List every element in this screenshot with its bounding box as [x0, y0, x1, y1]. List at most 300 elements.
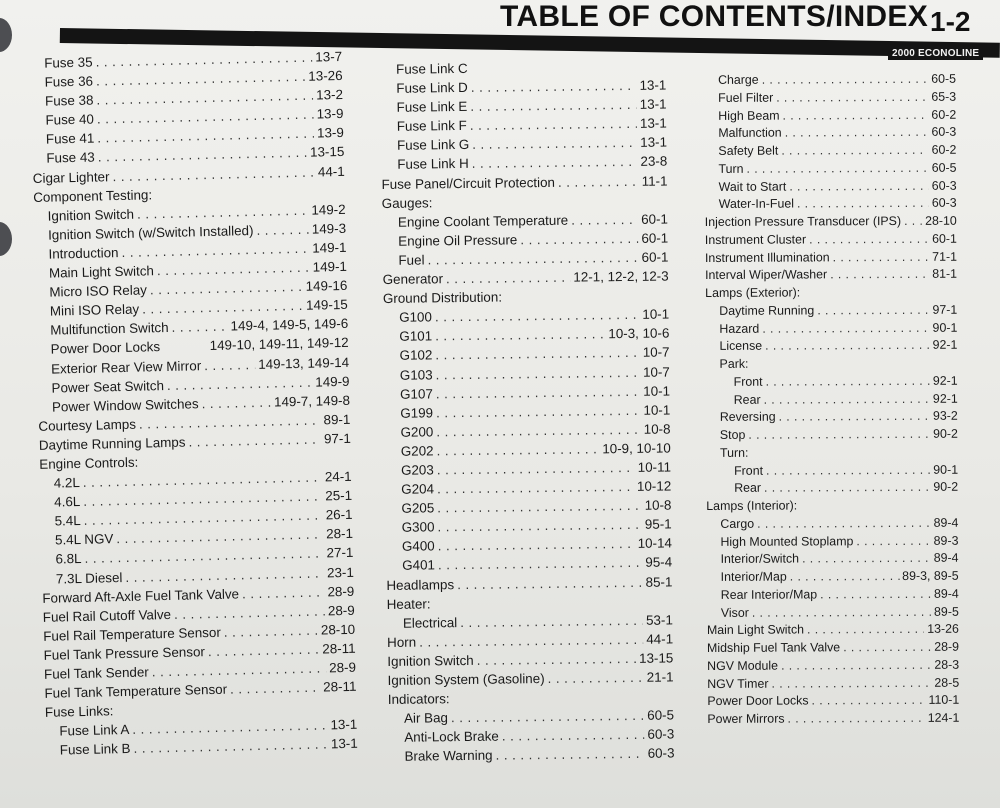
- index-entry-label: Hazard: [719, 321, 760, 336]
- dot-leader: [782, 106, 928, 125]
- index-entry-page: 13-26: [308, 68, 343, 84]
- index-entry-label: Fuse Panel/Circuit Protection: [381, 174, 556, 192]
- index-entry-page: 60-3: [931, 124, 957, 140]
- index-entry-page: 60-3: [931, 178, 957, 193]
- index-entry-label: G103: [399, 366, 433, 383]
- dot-leader: [495, 744, 644, 765]
- index-entry-page: 28-11: [322, 640, 356, 657]
- dot-leader: [764, 479, 930, 498]
- index-entry-label: Multifunction Switch: [50, 320, 169, 338]
- index-entry-label: 4.2L: [53, 475, 80, 491]
- index-entry-label: Fuel Tank Temperature Sensor: [44, 681, 228, 701]
- dot-leader: [790, 568, 899, 586]
- index-entry: [707, 710, 959, 729]
- index-entry-label: Fuse Link A: [59, 722, 130, 739]
- dot-leader: [437, 477, 634, 498]
- dot-leader: [171, 317, 227, 337]
- index-entry-label: Fuel: [398, 252, 425, 268]
- index-entry-label: NGV Module: [707, 658, 779, 673]
- index-entry-label: Fuse Link B: [59, 741, 131, 758]
- index-entry-label: Malfunction: [718, 125, 782, 141]
- index-entry-page: 10-1: [643, 383, 671, 399]
- index-entry-page: 13-26: [927, 621, 959, 637]
- dot-leader: [470, 114, 637, 135]
- index-entry-page: 53-1: [645, 612, 673, 628]
- dot-leader: [558, 171, 639, 191]
- index-entry-label: Fuse Link E: [396, 99, 468, 115]
- index-entry-page: 65-3: [931, 89, 957, 104]
- index-entry: [706, 461, 958, 480]
- index-entry-page: 60-2: [931, 107, 957, 122]
- index-entry: [706, 479, 958, 498]
- index-entry-label: Reversing: [719, 409, 776, 425]
- index-entry: [705, 177, 957, 196]
- index-entry: [705, 337, 957, 356]
- index-entry-page: 60-3: [647, 726, 675, 743]
- index-entry-label: Courtesy Lamps: [38, 416, 137, 434]
- index-entry-page: 13-2: [316, 87, 344, 103]
- index-entry-label: Main Light Switch: [48, 263, 155, 281]
- dot-leader: [256, 220, 309, 240]
- index-entry-label: Forward Aft-Axle Fuel Tank Valve: [42, 586, 240, 606]
- dot-leader: [764, 390, 930, 409]
- index-entry-page: 11-1: [641, 173, 668, 189]
- dot-leader: [502, 725, 645, 746]
- index-entry-page: 149-4, 149-5, 149-6: [230, 316, 349, 334]
- index-entry-page: 60-1: [932, 231, 957, 246]
- index-entry-page: 28-9: [327, 583, 355, 600]
- index-entry-label: Electrical: [402, 614, 458, 631]
- index-entry: [704, 142, 956, 161]
- dot-leader: [571, 210, 638, 230]
- index-column-2: [380, 57, 675, 767]
- index-entry: [707, 550, 959, 569]
- dot-leader: [757, 515, 931, 534]
- dot-leader: [766, 461, 930, 480]
- index-entry-label: Instrument Cluster: [704, 232, 807, 247]
- dot-leader: [477, 649, 637, 670]
- index-entry-label: Fuel Rail Temperature Sensor: [43, 624, 221, 644]
- dot-leader: [472, 133, 637, 154]
- index-entry-label: License: [719, 338, 763, 354]
- index-entry-page: 60-1: [641, 230, 669, 246]
- index-entry-page: 60-1: [641, 211, 669, 227]
- index-entry-page: 92-1: [932, 391, 958, 406]
- index-entry-label: Daytime Running: [719, 303, 815, 318]
- index-entry-page: 89-4: [933, 550, 959, 566]
- index-entry-page: 89-3, 89-5: [902, 568, 959, 583]
- index-entry-label: Fuel Tank Sender: [43, 664, 149, 682]
- index-entry-page: 44-1: [646, 631, 674, 647]
- dot-leader: [438, 534, 635, 555]
- index-entry-label: Fuse Links:: [44, 703, 114, 721]
- dot-leader: [436, 420, 641, 442]
- index-entry-label: Rear: [734, 480, 762, 496]
- dot-leader: [201, 392, 271, 413]
- dot-leader: [833, 248, 930, 266]
- dot-leader: [802, 550, 931, 568]
- index-entry-page: 92-1: [932, 337, 958, 353]
- dot-leader: [547, 668, 643, 688]
- index-entry-label: G401: [402, 557, 436, 574]
- index-entry-label: Interior/Map: [720, 569, 787, 584]
- index-entry-page: 13-15: [638, 650, 674, 666]
- index-entry-page: 93-2: [932, 408, 958, 424]
- index-entry-label: Cargo: [720, 516, 755, 531]
- index-entry-label: G102: [399, 347, 433, 364]
- index-entry-label: Lamps (Exterior):: [705, 285, 801, 300]
- index-entry: [706, 408, 958, 427]
- index-entry-page: 149-10, 149-11, 149-12: [209, 335, 349, 354]
- dot-leader: [843, 639, 931, 657]
- index-entry: [706, 390, 958, 409]
- index-entry: [704, 106, 956, 125]
- index-entry: [706, 532, 958, 551]
- dot-leader: [762, 71, 929, 90]
- dot-leader: [242, 582, 325, 603]
- index-entry: [707, 603, 959, 622]
- dot-leader: [435, 325, 605, 346]
- index-entry-label: Introduction: [48, 244, 119, 262]
- dot-leader: [446, 268, 571, 289]
- index-entry-label: Fuse Link D: [396, 80, 468, 96]
- index-entry-label: Indicators:: [387, 691, 450, 708]
- binder-hole-middle: [0, 222, 12, 256]
- index-entry-label: 6.8L: [55, 551, 82, 567]
- dot-leader: [789, 177, 929, 195]
- index-entry: [704, 88, 956, 107]
- index-entry-label: Ignition Switch: [387, 652, 474, 669]
- index-entry-page: 90-1: [933, 462, 959, 477]
- index-entry-page: 149-7, 149-8: [273, 392, 351, 410]
- dot-leader: [807, 621, 924, 639]
- index-entry-page: 149-15: [305, 297, 348, 314]
- dot-leader: [457, 572, 643, 593]
- index-entry-page: 149-16: [305, 277, 348, 294]
- index-entry: [706, 426, 958, 445]
- dot-leader: [204, 354, 256, 374]
- index-entry-label: Air Bag: [403, 710, 449, 726]
- dot-leader: [752, 603, 931, 622]
- dot-leader: [435, 305, 640, 327]
- dot-leader: [472, 152, 638, 173]
- dot-leader: [230, 678, 321, 699]
- index-entry-page: 10-7: [642, 344, 670, 361]
- index-entry-page: 60-5: [931, 160, 957, 175]
- index-entry-label: Anti-Lock Brake: [404, 728, 499, 746]
- index-column-3: [704, 71, 959, 729]
- dot-leader: [208, 639, 320, 661]
- index-entry: [707, 585, 959, 604]
- index-entry: [707, 674, 959, 693]
- index-entry-label: Safety Belt: [718, 143, 779, 158]
- index-entry-label: Park:: [719, 356, 749, 371]
- index-entry-label: G199: [400, 405, 434, 421]
- dot-leader: [437, 515, 642, 537]
- index-entry-page: 10-8: [643, 421, 671, 437]
- index-entry-label: Ignition Switch: [47, 206, 135, 224]
- index-entry-label: Interval Wiper/Washer: [705, 267, 828, 283]
- index-entry-page: 71-1: [932, 249, 958, 264]
- index-entry-page: 26-1: [325, 507, 353, 523]
- index-entry-label: Turn: [718, 161, 744, 176]
- index-entry-label: G107: [399, 385, 433, 402]
- index-entry-page: 23-8: [640, 153, 668, 170]
- index-entry-label: Power Window Switches: [51, 395, 199, 415]
- index-entry-label: Fuel Filter: [718, 90, 774, 105]
- index-entry-page: 10-3, 10-6: [608, 325, 670, 342]
- index-entry-label: G300: [401, 519, 435, 536]
- index-entry-label: Fuse Link C: [396, 60, 468, 77]
- index-entry-label: 5.4L: [54, 513, 81, 529]
- dot-leader: [436, 401, 641, 423]
- dot-leader: [797, 195, 929, 213]
- dot-leader: [437, 496, 642, 518]
- dot-leader: [904, 213, 922, 231]
- index-entry-label: Power Mirrors: [707, 711, 785, 726]
- index-entry-label: Fuel Rail Cutoff Valve: [42, 606, 172, 625]
- index-entry-page: 28-10: [320, 621, 356, 638]
- index-entry-page: 13-15: [309, 144, 345, 161]
- index-entry-page: 28-3: [934, 657, 960, 672]
- index-entry-label: Fuse Link H: [397, 156, 469, 173]
- index-entry: [705, 230, 957, 249]
- vehicle-label: 2000 ECONOLINE: [888, 47, 983, 60]
- index-entry: [705, 284, 957, 303]
- index-entry-page: 90-1: [932, 320, 958, 335]
- dot-leader: [785, 124, 929, 143]
- index-entry: [705, 195, 957, 214]
- dot-leader: [435, 343, 640, 365]
- index-entry-page: 13-9: [316, 106, 344, 122]
- index-entry-page: 21-1: [646, 669, 674, 685]
- index-entry-label: G400: [401, 538, 435, 555]
- index-entry-page: 44-1: [317, 163, 345, 180]
- index-entry: [706, 514, 958, 533]
- page-number: 1-2: [930, 6, 971, 37]
- index-entry: [704, 159, 956, 178]
- index-entry-label: Headlamps: [386, 576, 455, 593]
- index-entry: [388, 744, 674, 767]
- index-entry: [705, 213, 957, 232]
- index-entry-page: 10-1: [642, 306, 670, 323]
- index-entry-label: G205: [401, 500, 435, 516]
- dot-leader: [820, 586, 931, 604]
- dot-leader: [830, 266, 929, 284]
- index-entry-page: 13-9: [316, 125, 345, 141]
- index-entry-label: Heater:: [386, 596, 431, 612]
- index-entry-page: 28-1: [325, 526, 354, 542]
- index-entry-page: 10-7: [642, 363, 670, 380]
- dot-leader: [520, 229, 638, 250]
- dot-leader: [779, 408, 930, 427]
- index-entry-page: 89-1: [323, 411, 351, 428]
- index-entry-label: Power Door Locks: [707, 693, 809, 709]
- index-entry-page: 92-1: [932, 373, 958, 388]
- index-entry-label: Micro ISO Relay: [49, 282, 148, 300]
- index-entry-label: 5.4L NGV: [54, 531, 114, 548]
- index-entry: [705, 248, 957, 267]
- index-entry-page: 13-1: [639, 115, 667, 132]
- index-entry-page: 10-8: [644, 497, 672, 513]
- index-entry-page: 60-5: [931, 71, 957, 86]
- index-entry-label: G101: [399, 328, 433, 345]
- index-entry-label: Engine Coolant Temperature: [397, 212, 569, 230]
- index-entry-page: 149-2: [311, 201, 346, 218]
- index-column-1: [30, 47, 358, 760]
- index-entry-label: Front: [734, 463, 764, 478]
- index-entry-page: 10-11: [637, 459, 672, 475]
- index-entry-page: 97-1: [323, 430, 351, 447]
- index-entry-page: 60-3: [931, 195, 957, 211]
- index-entry-label: Power Door Locks: [50, 339, 161, 358]
- index-entry-label: G204: [401, 481, 435, 497]
- index-entry-label: Mini ISO Relay: [49, 301, 140, 319]
- dot-leader: [817, 302, 929, 320]
- index-entry-label: Interior/Switch: [720, 551, 800, 567]
- dot-leader: [436, 439, 599, 460]
- index-entry-page: 60-1: [641, 249, 669, 265]
- index-entry: [707, 692, 959, 711]
- dot-leader: [766, 373, 930, 392]
- index-entry-label: NGV Timer: [707, 676, 769, 691]
- dot-leader: [748, 426, 930, 445]
- index-entry-page: 28-9: [327, 602, 355, 619]
- dot-leader: [771, 674, 931, 693]
- index-entry-page: 28-9: [934, 639, 960, 654]
- index-entry: [706, 372, 958, 391]
- index-entry-page: 149-1: [312, 239, 347, 256]
- index-entry-label: Fuel Tank Pressure Sensor: [43, 644, 206, 663]
- index-entry-label: Rear Interior/Map: [720, 587, 818, 602]
- index-entry-page: 13-1: [639, 77, 667, 93]
- index-entry-page: 124-1: [927, 710, 960, 725]
- index-entry-label: Ground Distribution:: [382, 289, 503, 307]
- dot-leader: [776, 89, 928, 108]
- dot-leader: [787, 710, 924, 728]
- index-entry-page: 149-13, 149-14: [258, 354, 350, 372]
- index-entry: [707, 621, 959, 640]
- index-entry-label: Component Testing:: [33, 186, 153, 205]
- dot-leader: [762, 319, 929, 338]
- index-entry-page: 10-9, 10-10: [602, 440, 671, 457]
- page-title: TABLE OF CONTENTS/INDEX: [500, 0, 929, 33]
- index-entry-label: Ignition System (Gasoline): [387, 671, 545, 688]
- dot-leader: [765, 337, 930, 356]
- index-entry-label: High Beam: [718, 108, 780, 123]
- dot-leader: [436, 381, 641, 403]
- index-entry-label: Turn:: [719, 445, 749, 460]
- index-entry-label: G202: [400, 443, 434, 459]
- dot-leader: [133, 735, 328, 759]
- index-entry: [705, 266, 957, 285]
- index-entry-label: Fuse 40: [45, 111, 95, 128]
- index-entry-label: Cigar Lighter: [32, 168, 110, 186]
- index-entry-label: Fuse 43: [46, 150, 95, 167]
- index-entry-page: 23-1: [326, 564, 355, 580]
- index-entry-page: 90-2: [933, 479, 959, 495]
- index-entry-label: Fuse 36: [44, 73, 94, 90]
- index-entry-label: 7.3L Diesel: [55, 569, 123, 587]
- index-entry-page: 24-1: [324, 468, 352, 485]
- index-entry-label: Power Seat Switch: [51, 377, 165, 396]
- index-entry-label: G203: [400, 462, 434, 478]
- index-entry-page: 27-1: [326, 545, 354, 561]
- index-entry-label: Exterior Rear View Mirror: [50, 357, 202, 377]
- index-entry-page: 89-3: [933, 533, 959, 548]
- index-entry-label: Horn: [387, 634, 417, 650]
- index-entry: [707, 568, 959, 587]
- index-entry-label: Charge: [718, 72, 759, 87]
- index-entry: [704, 71, 956, 90]
- index-entry-page: 60-5: [647, 707, 675, 723]
- index-entry-page: 28-11: [323, 678, 357, 695]
- index-entry-page: 149-3: [311, 220, 347, 237]
- index-entry-label: Engine Oil Pressure: [398, 232, 518, 249]
- dot-leader: [470, 95, 637, 116]
- index-entry-page: 25-1: [325, 487, 353, 504]
- index-entry-page: 12-1, 12-2, 12-3: [573, 268, 669, 285]
- index-entry-label: Visor: [720, 605, 749, 620]
- dot-leader: [451, 706, 644, 727]
- index-entry-page: 90-2: [933, 426, 958, 441]
- index-entry-page: 95-1: [644, 516, 672, 533]
- index-entry: [707, 656, 959, 675]
- index-entry-label: Daytime Running Lamps: [38, 434, 186, 453]
- index-entry-label: Engine Controls:: [39, 454, 139, 472]
- dot-leader: [460, 611, 643, 632]
- index-entry-page: 85-1: [645, 573, 673, 590]
- index-entry-label: G200: [400, 424, 434, 440]
- index-entry-page: 10-14: [637, 535, 673, 552]
- dot-leader: [435, 362, 640, 384]
- index-entry-label: Water-In-Fuel: [718, 196, 795, 212]
- index-entry-page: 13-1: [640, 134, 668, 151]
- index-entry-label: Midship Fuel Tank Valve: [706, 640, 841, 655]
- index-entry-label: Generator: [382, 271, 444, 288]
- index-entry-label: Fuse Link F: [396, 118, 467, 135]
- index-entry-page: 89-4: [933, 586, 959, 601]
- index-entry-label: Gauges:: [381, 195, 433, 211]
- index-entry-page: 81-1: [932, 266, 958, 282]
- dot-leader: [856, 532, 930, 550]
- index-entry-page: 89-4: [933, 515, 959, 530]
- index-entry-label: G100: [399, 309, 433, 326]
- index-entry: [705, 319, 957, 338]
- index-entry-label: Instrument Illumination: [704, 249, 830, 265]
- index-entry-label: Stop: [719, 427, 746, 442]
- index-entry-page: 60-3: [647, 745, 675, 762]
- index-entry-label: Fuse Link G: [396, 137, 470, 154]
- index-entry: [705, 355, 957, 374]
- index-entry-page: 110-1: [928, 692, 960, 708]
- dot-leader: [437, 458, 635, 480]
- dot-leader: [746, 160, 928, 179]
- index-entry-page: 13-7: [315, 48, 343, 65]
- dot-leader: [781, 142, 928, 161]
- index-entry-page: 28-9: [329, 659, 357, 676]
- index-entry-page: 149-1: [312, 258, 348, 275]
- index-entry-page: 10-12: [636, 478, 672, 494]
- index-entry: [706, 443, 958, 462]
- index-entry-label: Fuse 35: [44, 54, 93, 71]
- dot-leader: [438, 553, 643, 575]
- index-entry-page: 28-5: [934, 675, 960, 690]
- index-entry-label: High Mounted Stoplamp: [720, 533, 854, 549]
- dot-leader: [427, 248, 638, 270]
- index-entry: [706, 497, 958, 516]
- index-entry-page: 60-2: [931, 142, 957, 157]
